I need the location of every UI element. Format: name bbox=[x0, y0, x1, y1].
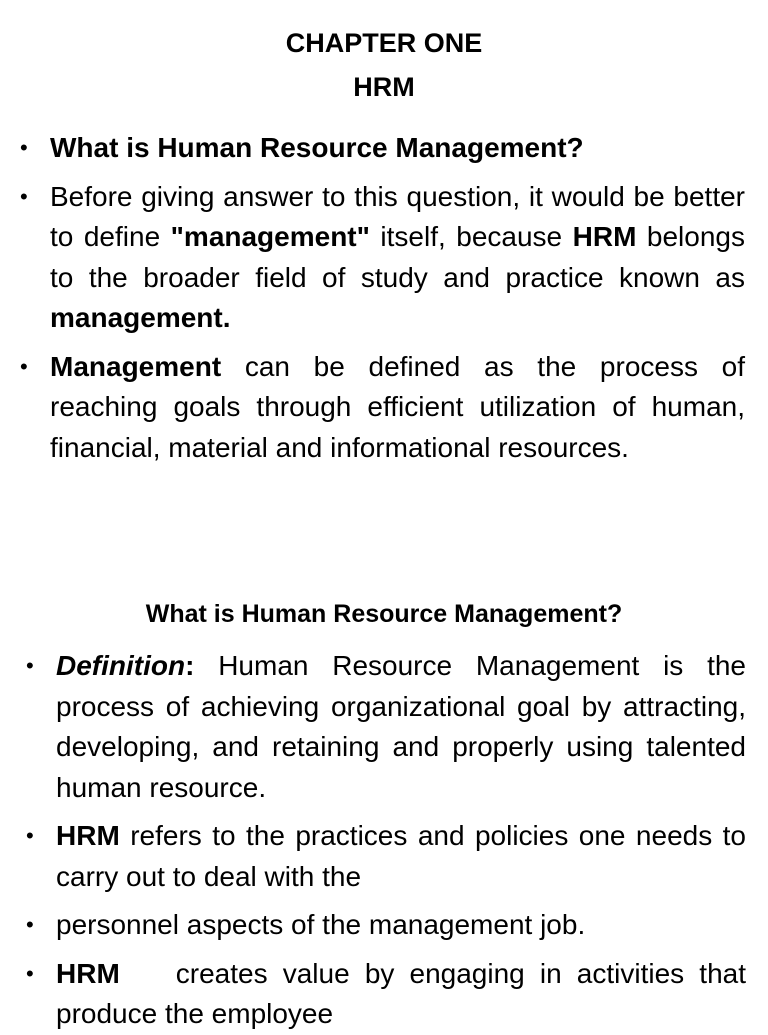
section1-bullet-list bbox=[20, 128, 745, 468]
bold-term: HRM bbox=[572, 221, 637, 252]
section2-bullet-list bbox=[26, 646, 747, 1035]
paragraph-text: by engaging in activities that produce the employee bbox=[56, 957, 747, 1029]
list-item bbox=[26, 646, 746, 808]
list-item bbox=[26, 905, 746, 946]
definition-colon: : bbox=[185, 650, 195, 681]
paragraph-text: itself, because bbox=[369, 221, 573, 252]
bold-term: management. bbox=[50, 302, 231, 333]
paragraph-text: refers to the practices and policies one needs to carry out to deal with the bbox=[56, 820, 746, 892]
list-item bbox=[20, 128, 745, 169]
paragraph-text: Before giving answer to this question, it would be better to define bbox=[50, 180, 745, 252]
bullet-icon: • bbox=[20, 183, 28, 209]
list-item bbox=[26, 816, 746, 897]
definition-label: Definition bbox=[56, 650, 186, 681]
definition-text: Human Resource Management is the process of achieving organizational goal by attracting, developing, and retaining and properly using talented human resource. bbox=[56, 650, 746, 803]
bullet-icon: • bbox=[20, 135, 28, 160]
paragraph-text: can be defined as the process of reaching goals through efficient utilization of human, financial, material and informational resources. bbox=[50, 350, 745, 463]
paragraph-text: belongs to the broader field of study and practice known as bbox=[50, 221, 745, 293]
paragraph-text: personnel aspects of the management job. bbox=[56, 909, 586, 940]
bullet-icon: • bbox=[26, 960, 34, 986]
section2-heading: What is Human Resource Management? bbox=[145, 600, 623, 628]
list-item bbox=[26, 954, 747, 1035]
bullet-icon: • bbox=[26, 823, 34, 848]
bold-term: "management" bbox=[170, 221, 370, 252]
bold-term: Management bbox=[50, 350, 222, 382]
paragraph-text: creates value bbox=[175, 957, 350, 989]
bold-term: HRM bbox=[56, 820, 120, 851]
chapter-title: CHAPTER ONE bbox=[285, 28, 483, 58]
bullet-icon: • bbox=[26, 653, 34, 678]
bullet-icon: • bbox=[20, 353, 28, 379]
bullet-icon: • bbox=[26, 912, 34, 937]
list-item bbox=[20, 347, 745, 469]
question-heading: What is Human Resource Management? bbox=[50, 132, 584, 163]
list-item bbox=[20, 177, 745, 339]
chapter-subtitle: HRM bbox=[353, 72, 415, 102]
bold-term: HRM bbox=[56, 957, 120, 989]
